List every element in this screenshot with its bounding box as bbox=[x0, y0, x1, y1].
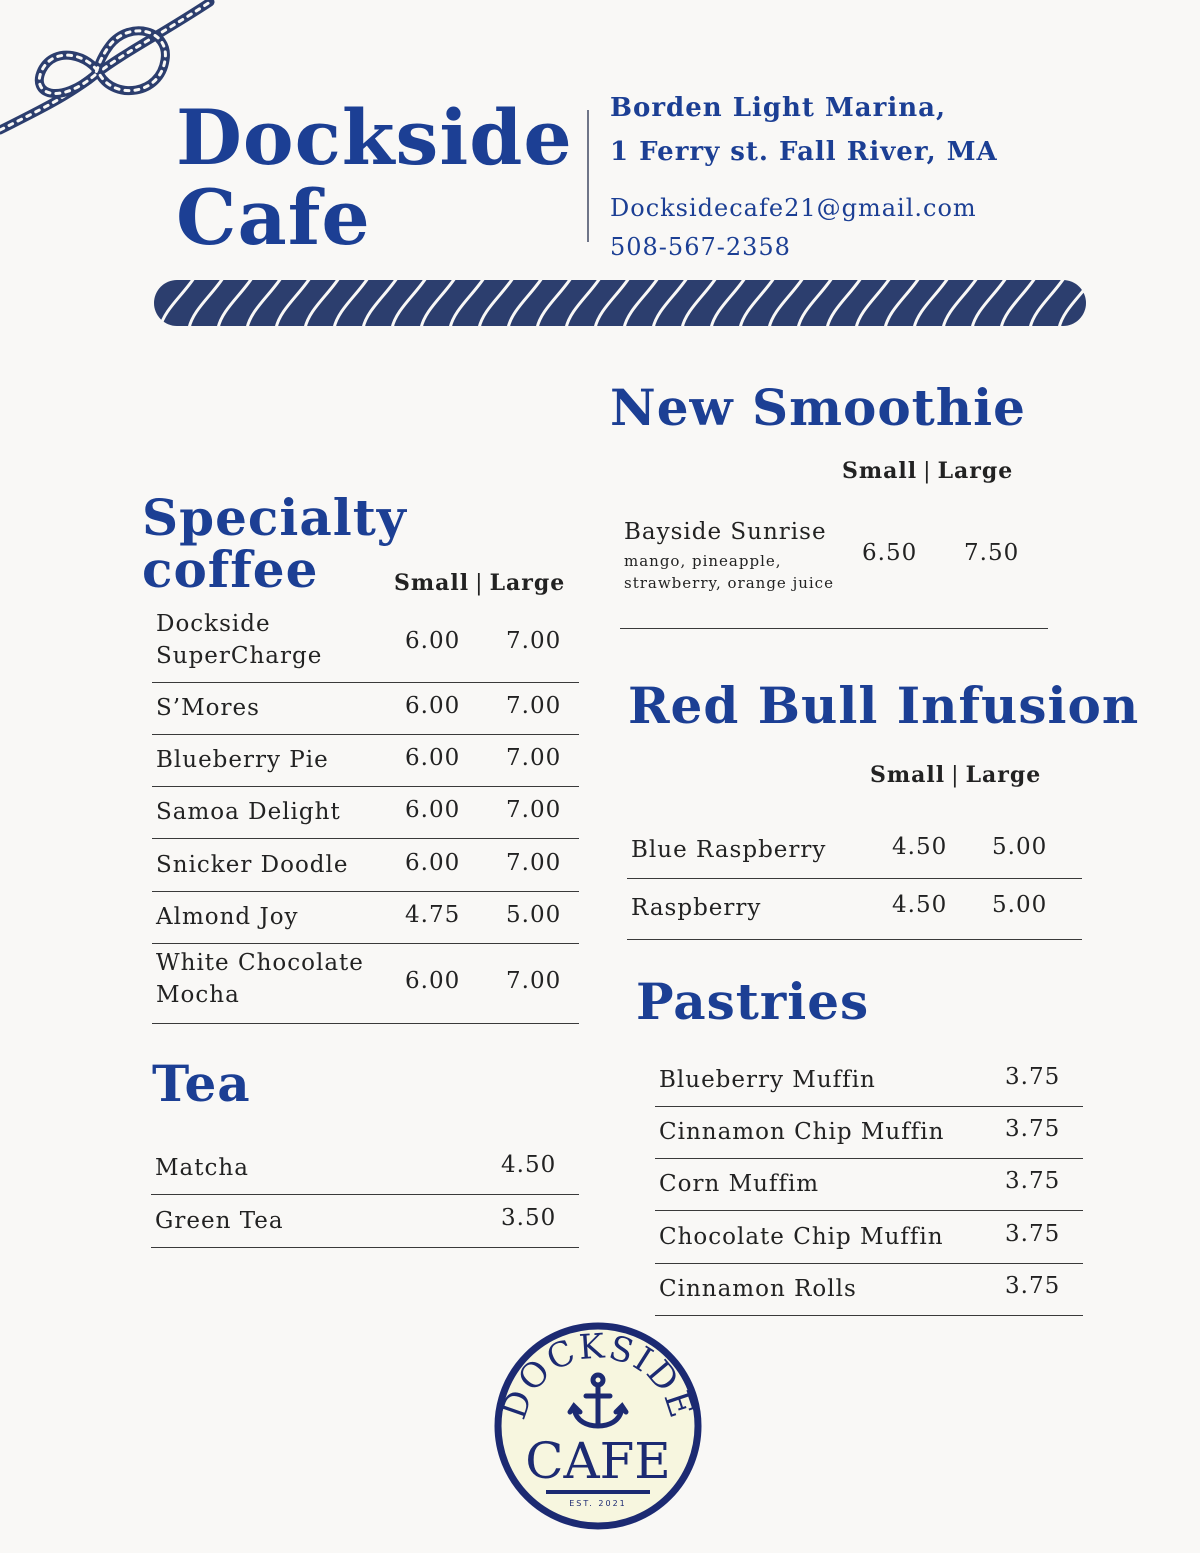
smoothie-name: Bayside Sunrise bbox=[624, 519, 827, 545]
coffee-name: S’Mores bbox=[156, 695, 260, 721]
pastries-title: Pastries bbox=[636, 972, 870, 1031]
pastry-row bbox=[655, 1106, 1083, 1159]
smoothie-title: New Smoothie bbox=[610, 378, 1026, 437]
rope-strand bbox=[1088, 278, 1090, 328]
redbull-row bbox=[627, 878, 1082, 940]
size-large-label: Large bbox=[489, 570, 566, 596]
tea-row bbox=[151, 1195, 579, 1248]
smoothie-desc bbox=[624, 550, 834, 594]
smoothie-price-small: 6.50 bbox=[862, 540, 918, 566]
coffee-price-small: 6.00 bbox=[405, 745, 461, 771]
tea-name: Green Tea bbox=[155, 1208, 284, 1234]
coffee-price-large: 7.00 bbox=[506, 968, 562, 994]
redbull-price-small: 4.50 bbox=[892, 892, 948, 918]
size-large-label: Large bbox=[965, 762, 1042, 788]
specialty-title-line2: coffee bbox=[142, 540, 319, 599]
redbull-size-header bbox=[870, 762, 1041, 788]
coffee-name: White Chocolate Mocha bbox=[156, 950, 364, 1008]
tea-name: Matcha bbox=[155, 1155, 249, 1181]
pastry-price: 3.75 bbox=[1005, 1116, 1061, 1142]
cafe-title-line1: Dockside bbox=[176, 93, 573, 182]
logo-top-text: DOCKSIDE bbox=[494, 1326, 702, 1425]
contact-info bbox=[610, 189, 977, 267]
pastry-row bbox=[655, 1158, 1083, 1211]
coffee-price-small: 4.75 bbox=[405, 902, 461, 928]
pastry-name: Cinnamon Rolls bbox=[659, 1276, 857, 1302]
coffee-row bbox=[152, 943, 579, 1024]
coffee-price-large: 7.00 bbox=[506, 797, 562, 823]
smoothie-price-large: 7.50 bbox=[964, 540, 1020, 566]
redbull-price-small: 4.50 bbox=[892, 834, 948, 860]
cafe-title bbox=[176, 93, 573, 262]
tea-price: 4.50 bbox=[501, 1152, 557, 1178]
pastry-row bbox=[655, 1054, 1083, 1107]
smoothie-size-header bbox=[842, 458, 1013, 484]
pastry-name: Corn Muffim bbox=[659, 1171, 820, 1197]
size-small-label: Small bbox=[870, 762, 946, 788]
address bbox=[610, 86, 998, 174]
coffee-price-large: 7.00 bbox=[506, 849, 562, 876]
coffee-name: Samoa Delight bbox=[156, 799, 341, 825]
logo-est-text: EST. 2021 bbox=[569, 1499, 627, 1508]
coffee-name: Dockside SuperCharge bbox=[156, 611, 323, 669]
address-line2: 1 Ferry st. Fall River, MA bbox=[610, 137, 998, 167]
size-small-label: Small bbox=[842, 458, 918, 484]
pastry-price: 3.75 bbox=[1005, 1221, 1061, 1247]
coffee-name: Snicker Doodle bbox=[156, 851, 349, 878]
size-separator: | bbox=[475, 571, 484, 596]
coffee-price-large: 7.00 bbox=[506, 693, 562, 719]
logo-bottom-text: CAFE bbox=[525, 1432, 671, 1490]
redbull-price-large: 5.00 bbox=[992, 834, 1048, 860]
size-separator: | bbox=[951, 763, 960, 788]
specialty-title-line1: Specialty bbox=[142, 488, 407, 547]
pastry-row bbox=[655, 1211, 1083, 1264]
coffee-price-large: 7.00 bbox=[506, 628, 562, 654]
redbull-name: Blue Raspberry bbox=[631, 837, 827, 863]
coffee-price-large: 5.00 bbox=[506, 902, 562, 928]
coffee-row bbox=[152, 838, 579, 892]
smoothie-desc-line2: strawberry, orange juice bbox=[624, 574, 834, 592]
red-bull-title: Red Bull Infusion bbox=[628, 676, 1140, 735]
cafe-title-line2: Cafe bbox=[176, 173, 371, 262]
tea-row bbox=[151, 1142, 579, 1195]
coffee-name: Blueberry Pie bbox=[156, 747, 329, 773]
address-line1: Borden Light Marina, bbox=[610, 93, 946, 123]
coffee-price-large: 7.00 bbox=[506, 745, 562, 771]
pastry-name: Cinnamon Chip Muffin bbox=[659, 1119, 945, 1145]
coffee-price-small: 6.00 bbox=[405, 849, 461, 876]
redbull-name: Raspberry bbox=[631, 895, 762, 921]
coffee-price-small: 6.00 bbox=[405, 797, 461, 823]
pastry-price: 3.75 bbox=[1005, 1168, 1061, 1194]
size-large-label: Large bbox=[937, 458, 1014, 484]
cafe-logo bbox=[494, 1322, 702, 1530]
pastry-row bbox=[655, 1263, 1083, 1316]
coffee-row bbox=[152, 891, 579, 944]
smoothie-desc-line1: mango, pineapple, bbox=[624, 552, 782, 570]
rope-divider-icon bbox=[150, 270, 1090, 334]
pastry-name: Blueberry Muffin bbox=[659, 1067, 876, 1093]
coffee-price-small: 6.00 bbox=[405, 628, 461, 654]
coffee-row bbox=[152, 734, 579, 787]
smoothie-row bbox=[620, 510, 1048, 629]
pastry-price: 3.75 bbox=[1005, 1273, 1061, 1299]
size-separator: | bbox=[923, 459, 932, 484]
coffee-price-small: 6.00 bbox=[405, 968, 461, 994]
coffee-row bbox=[152, 682, 579, 735]
redbull-price-large: 5.00 bbox=[992, 892, 1048, 918]
coffee-row bbox=[152, 786, 579, 839]
pastry-price: 3.75 bbox=[1005, 1064, 1061, 1090]
coffee-name: Almond Joy bbox=[156, 904, 299, 930]
pastry-name: Chocolate Chip Muffin bbox=[659, 1224, 944, 1250]
email[interactable]: Docksidecafe21@gmail.com bbox=[610, 194, 977, 222]
coffee-price-small: 6.00 bbox=[405, 693, 461, 719]
header-divider bbox=[587, 110, 589, 242]
tea-price: 3.50 bbox=[501, 1205, 557, 1231]
size-small-label: Small bbox=[394, 570, 470, 596]
tea-title: Tea bbox=[152, 1054, 251, 1113]
redbull-row bbox=[627, 820, 1082, 879]
coffee-row bbox=[152, 604, 579, 683]
coffee-size-header bbox=[394, 570, 565, 596]
phone[interactable]: 508-567-2358 bbox=[610, 233, 791, 261]
specialty-coffee-title bbox=[142, 488, 407, 599]
